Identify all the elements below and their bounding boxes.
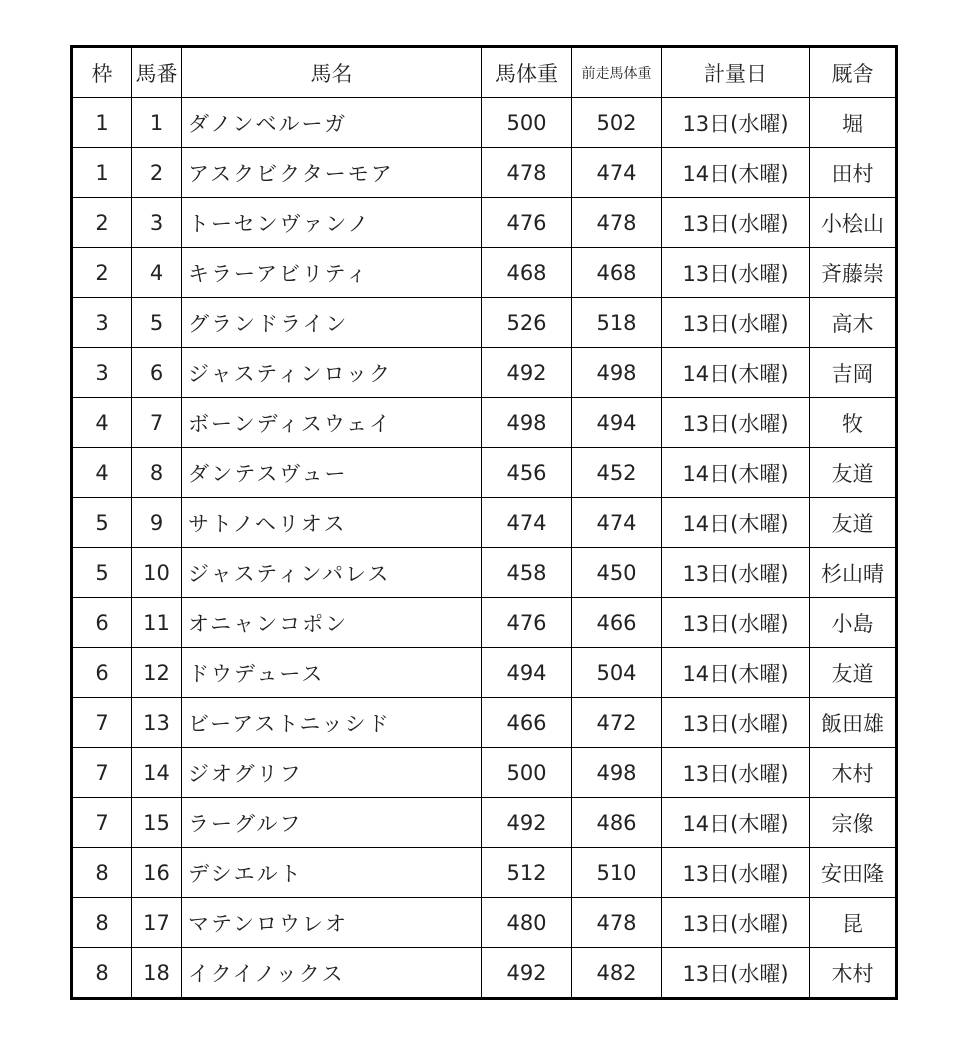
stable-cell: 小桧山 [810, 198, 897, 248]
frame-cell: 5 [72, 498, 132, 548]
horse-number-cell: 7 [132, 398, 182, 448]
horse-name-cell: ダンテスヴュー [182, 448, 482, 498]
frame-cell: 2 [72, 198, 132, 248]
horse-number-cell: 14 [132, 748, 182, 798]
weight-cell: 498 [482, 398, 572, 448]
weight-cell: 474 [482, 498, 572, 548]
horse-name-cell: ジャスティンロック [182, 348, 482, 398]
previous-weight-cell: 504 [572, 648, 662, 698]
horse-name-cell: アスクビクターモア [182, 148, 482, 198]
previous-weight-cell: 468 [572, 248, 662, 298]
horse-number-cell: 3 [132, 198, 182, 248]
table-row [72, 698, 897, 748]
table-row [72, 248, 897, 298]
previous-weight-cell: 478 [572, 898, 662, 948]
header-horse-number: 馬番 [132, 47, 182, 98]
weigh-date-cell: 14日(木曜) [662, 148, 810, 198]
horse-name-cell: ビーアストニッシド [182, 698, 482, 748]
weigh-date-cell: 14日(木曜) [662, 648, 810, 698]
stable-cell: 田村 [810, 148, 897, 198]
frame-cell: 2 [72, 248, 132, 298]
horse-number-cell: 9 [132, 498, 182, 548]
header-row [72, 47, 897, 98]
frame-cell: 1 [72, 98, 132, 148]
header-previous-weight: 前走馬体重 [572, 47, 662, 98]
weigh-date-cell: 13日(水曜) [662, 198, 810, 248]
stable-cell: 友道 [810, 498, 897, 548]
horse-name-cell: デシエルト [182, 848, 482, 898]
table-row [72, 798, 897, 848]
horse-name-cell: イクイノックス [182, 948, 482, 999]
table-row [72, 448, 897, 498]
horse-name-cell: ダノンベルーガ [182, 98, 482, 148]
frame-cell: 7 [72, 798, 132, 848]
horse-name-cell: ジオグリフ [182, 748, 482, 798]
stable-cell: 高木 [810, 298, 897, 348]
horse-number-cell: 6 [132, 348, 182, 398]
horse-name-cell: キラーアビリティ [182, 248, 482, 298]
horse-number-cell: 16 [132, 848, 182, 898]
previous-weight-cell: 486 [572, 798, 662, 848]
weigh-date-cell: 13日(水曜) [662, 898, 810, 948]
horse-number-cell: 2 [132, 148, 182, 198]
stable-cell: 安田隆 [810, 848, 897, 898]
horse-name-cell: ラーグルフ [182, 798, 482, 848]
table-row [72, 298, 897, 348]
table-row [72, 898, 897, 948]
previous-weight-cell: 478 [572, 198, 662, 248]
stable-cell: 木村 [810, 748, 897, 798]
weight-cell: 492 [482, 348, 572, 398]
stable-cell: 友道 [810, 448, 897, 498]
horse-name-cell: ドウデュース [182, 648, 482, 698]
weight-cell: 458 [482, 548, 572, 598]
stable-cell: 堀 [810, 98, 897, 148]
weigh-date-cell: 13日(水曜) [662, 598, 810, 648]
frame-cell: 1 [72, 148, 132, 198]
horse-number-cell: 15 [132, 798, 182, 848]
stable-cell: 小島 [810, 598, 897, 648]
frame-cell: 7 [72, 698, 132, 748]
horse-number-cell: 10 [132, 548, 182, 598]
weight-cell: 456 [482, 448, 572, 498]
weight-cell: 500 [482, 98, 572, 148]
table-row [72, 548, 897, 598]
weight-cell: 466 [482, 698, 572, 748]
table-row [72, 348, 897, 398]
horse-number-cell: 11 [132, 598, 182, 648]
stable-cell: 友道 [810, 648, 897, 698]
previous-weight-cell: 452 [572, 448, 662, 498]
header-weight: 馬体重 [482, 47, 572, 98]
previous-weight-cell: 482 [572, 948, 662, 999]
weight-cell: 512 [482, 848, 572, 898]
weigh-date-cell: 13日(水曜) [662, 298, 810, 348]
weight-cell: 476 [482, 198, 572, 248]
weight-cell: 492 [482, 798, 572, 848]
table-row [72, 598, 897, 648]
weight-cell: 500 [482, 748, 572, 798]
weigh-date-cell: 14日(木曜) [662, 448, 810, 498]
frame-cell: 8 [72, 848, 132, 898]
frame-cell: 7 [72, 748, 132, 798]
weight-cell: 478 [482, 148, 572, 198]
header-weigh-date: 計量日 [662, 47, 810, 98]
stable-cell: 斉藤崇 [810, 248, 897, 298]
frame-cell: 6 [72, 598, 132, 648]
weigh-date-cell: 14日(木曜) [662, 498, 810, 548]
table-row [72, 398, 897, 448]
table-row [72, 198, 897, 248]
weight-cell: 526 [482, 298, 572, 348]
stable-cell: 昆 [810, 898, 897, 948]
stable-cell: 牧 [810, 398, 897, 448]
table-body [72, 98, 897, 999]
table-row [72, 948, 897, 999]
stable-cell: 杉山晴 [810, 548, 897, 598]
weigh-date-cell: 13日(水曜) [662, 748, 810, 798]
table-row [72, 148, 897, 198]
header-stable: 厩舎 [810, 47, 897, 98]
horse-name-cell: グランドライン [182, 298, 482, 348]
stable-cell: 木村 [810, 948, 897, 999]
weigh-date-cell: 13日(水曜) [662, 98, 810, 148]
previous-weight-cell: 472 [572, 698, 662, 748]
table-row [72, 98, 897, 148]
header-frame: 枠 [72, 47, 132, 98]
weigh-date-cell: 13日(水曜) [662, 248, 810, 298]
table-row [72, 648, 897, 698]
frame-cell: 4 [72, 448, 132, 498]
frame-cell: 5 [72, 548, 132, 598]
weight-cell: 476 [482, 598, 572, 648]
table-row [72, 498, 897, 548]
previous-weight-cell: 510 [572, 848, 662, 898]
stable-cell: 宗像 [810, 798, 897, 848]
horse-number-cell: 4 [132, 248, 182, 298]
horse-number-cell: 17 [132, 898, 182, 948]
frame-cell: 8 [72, 948, 132, 999]
weigh-date-cell: 13日(水曜) [662, 948, 810, 999]
horse-name-cell: オニャンコポン [182, 598, 482, 648]
frame-cell: 4 [72, 398, 132, 448]
weight-cell: 494 [482, 648, 572, 698]
previous-weight-cell: 498 [572, 748, 662, 798]
previous-weight-cell: 450 [572, 548, 662, 598]
previous-weight-cell: 466 [572, 598, 662, 648]
horse-number-cell: 18 [132, 948, 182, 999]
horse-name-cell: サトノヘリオス [182, 498, 482, 548]
weigh-date-cell: 14日(木曜) [662, 348, 810, 398]
horse-name-cell: トーセンヴァンノ [182, 198, 482, 248]
horse-number-cell: 13 [132, 698, 182, 748]
weigh-date-cell: 13日(水曜) [662, 848, 810, 898]
weight-cell: 468 [482, 248, 572, 298]
frame-cell: 6 [72, 648, 132, 698]
previous-weight-cell: 518 [572, 298, 662, 348]
table-row [72, 748, 897, 798]
previous-weight-cell: 474 [572, 498, 662, 548]
header-horse-name: 馬名 [182, 47, 482, 98]
weigh-date-cell: 13日(水曜) [662, 698, 810, 748]
previous-weight-cell: 498 [572, 348, 662, 398]
weigh-date-cell: 13日(水曜) [662, 398, 810, 448]
weight-cell: 480 [482, 898, 572, 948]
horse-name-cell: マテンロウレオ [182, 898, 482, 948]
stable-cell: 飯田雄 [810, 698, 897, 748]
previous-weight-cell: 502 [572, 98, 662, 148]
previous-weight-cell: 474 [572, 148, 662, 198]
horse-number-cell: 12 [132, 648, 182, 698]
horse-name-cell: ジャスティンパレス [182, 548, 482, 598]
horse-number-cell: 8 [132, 448, 182, 498]
weigh-date-cell: 14日(木曜) [662, 798, 810, 848]
table-row [72, 848, 897, 898]
frame-cell: 3 [72, 348, 132, 398]
stable-cell: 吉岡 [810, 348, 897, 398]
horse-name-cell: ボーンディスウェイ [182, 398, 482, 448]
frame-cell: 3 [72, 298, 132, 348]
horse-number-cell: 1 [132, 98, 182, 148]
horse-weight-table [70, 45, 898, 1000]
horse-number-cell: 5 [132, 298, 182, 348]
previous-weight-cell: 494 [572, 398, 662, 448]
frame-cell: 8 [72, 898, 132, 948]
weigh-date-cell: 13日(水曜) [662, 548, 810, 598]
weight-cell: 492 [482, 948, 572, 999]
